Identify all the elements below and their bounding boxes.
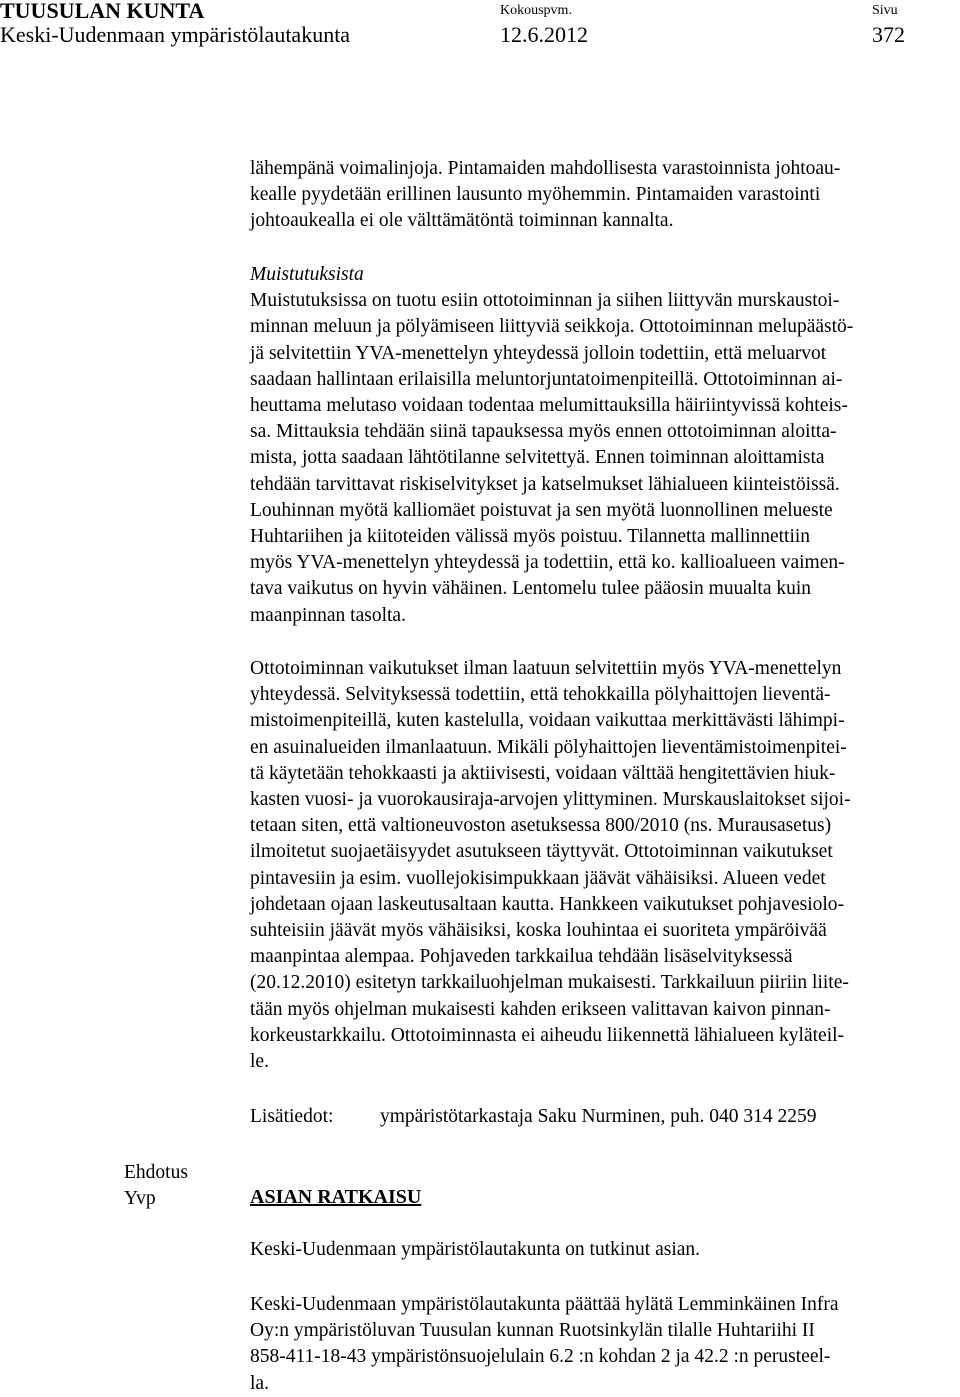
text-line: tä käytetään tehokkaasti ja aktiivisesti, voidaan välttää hengitettävien hiuk- xyxy=(250,762,836,784)
text-line: suhteisiin jäävät myös vähäisiksi, koska louhintaa ei suoriteta ympäröivää xyxy=(250,920,827,942)
text-line: le. xyxy=(250,1051,269,1073)
text-line: yhteydessä. Selvityksessä todettiin, että tehokkailla pölyhaittojen lieventä- xyxy=(250,684,831,706)
paragraph-decision xyxy=(250,1292,950,1397)
paragraph-air-quality xyxy=(250,656,950,1075)
text-line: en asuinalueiden ilmanlaatuun. Mikäli pölyhaittojen lieventämistoimenpitei- xyxy=(250,736,847,758)
text-line: ilmoitetut suojaetäisyydet asutukseen täyttyvät. Ottotoiminnan vaikutukset xyxy=(250,841,833,863)
board-name: Keski-Uudenmaan ympäristölautakunta xyxy=(0,22,351,47)
text-line: tehdään tarvittavat riskiselvitykset ja katselmukset lähialueen kiinteistöissä. xyxy=(250,473,840,495)
text-line: heuttama melutaso voidaan todentaa melumittauksilla häiriintyvissä kohteis- xyxy=(250,395,848,417)
text-line: johtoaukealla ei ole välttämätöntä toiminnan kannalta. xyxy=(250,210,674,232)
text-line: (20.12.2010) esitetyn tarkkailuohjelman mukaisesti. Tarkkailuun piiriin liite- xyxy=(250,972,849,994)
text-line: mista, jotta saadaan lähtötilanne selvitettyä. Ennen toiminnan aloittamista xyxy=(250,447,825,469)
paragraph-storage xyxy=(250,156,950,235)
text-line: tään myös ohjelman mukaisesti kahden erikseen valittavan kaivon pinnan- xyxy=(250,998,831,1020)
text-line: saadaan hallintaan erilaisilla meluntorjuntatoimenpiteillä. Ottotoiminnan ai- xyxy=(250,368,843,390)
page-number: 372 xyxy=(872,22,905,47)
text-line: kealle pyydetään erillinen lausunto myöhemmin. Pintamaiden varastointi xyxy=(250,184,821,206)
decision-line: Keski-Uudenmaan ympäristölautakunta on tutkinut asian. xyxy=(250,1239,701,1260)
text-line: lähempänä voimalinjoja. Pintamaiden mahdollisesta varastoinnista johtoau- xyxy=(250,158,841,179)
text-line: Ottotoiminnan vaikutukset ilman laatuun selvitettiin myös YVA-menettelyn xyxy=(250,658,842,679)
meeting-date-label: Kokouspvm. xyxy=(500,3,572,18)
text-line: myös YVA-menettelyn yhteydessä ja todettiin, että ko. kallioalueen vaimen- xyxy=(250,552,845,574)
text-line: Oy:n ympäristöluvan Tuusulan kunnan Ruotsinkylän tilalle Huhtariihi II xyxy=(250,1320,815,1342)
text-line: mistoimenpiteillä, kuten kastelulla, voidaan vaikuttaa merkittävästi lähimpi- xyxy=(250,710,845,732)
text-line: Keski-Uudenmaan ympäristölautakunta päättää hylätä Lemminkäinen Infra xyxy=(250,1294,839,1315)
text-line: minnan meluun ja pölyämiseen liittyviä seikkoja. Ottotoiminnan melupäästö- xyxy=(250,316,854,338)
text-line: kasten vuosi- ja vuorokausiraja-arvojen ylittyminen. Murskauslaitokset sijoi- xyxy=(250,789,851,811)
page-label: Sivu xyxy=(872,3,898,18)
text-line: maanpintaa alempaa. Pohjaveden tarkkailua tehdään lisäselvityksessä xyxy=(250,946,793,968)
text-line: pintavesiin ja esim. vuollejokisimpukkaan jäävät vähäisiksi. Alueen vedet xyxy=(250,867,826,889)
text-line: johdetaan ojaan laskeutusaltaan kautta. Hankkeen vaikutukset pohjavesiolo- xyxy=(250,893,845,915)
decision-heading: ASIAN RATKAISU xyxy=(250,1186,422,1208)
text-line: tetaan siten, että valtioneuvoston asetuksessa 800/2010 (ns. Murausasetus) xyxy=(250,815,832,837)
text-line: maanpinnan tasolta. xyxy=(250,604,406,626)
text-line: Huhtariihen ja kiitoteiden välissä myös poistuu. Tilannetta mallinnettiin xyxy=(250,526,811,548)
text-line: Louhinnan myötä kalliomäet poistuvat ja sen myötä luonnollinen melueste xyxy=(250,499,833,521)
text-line: jä selvitettiin YVA-menettelyn yhteydessä jolloin todettiin, että meluarvot xyxy=(250,342,827,364)
organization-name: TUUSULAN KUNTA xyxy=(0,0,205,23)
proposal-label xyxy=(124,1160,188,1212)
text-line: la. xyxy=(250,1372,269,1394)
proposal-sub: Yvp xyxy=(124,1188,156,1209)
text-line: tava vaikutus on hyvin vähäinen. Lentomelu tulee pääosin muualta kuin xyxy=(250,578,812,600)
section-title: Muistutuksista xyxy=(250,264,364,285)
meeting-date: 12.6.2012 xyxy=(500,22,588,47)
text-line: sa. Mittauksia tehdään siinä tapauksessa myös ennen ottotoiminnan aloitta- xyxy=(250,421,837,443)
proposal-title: Ehdotus xyxy=(124,1162,188,1183)
paragraph-noise xyxy=(250,262,950,629)
text-line: 858-411-18-43 ympäristönsuojelulain 6.2 :n kohdan 2 ja 42.2 :n perusteel- xyxy=(250,1346,831,1368)
text-line: Muistutuksissa on tuotu esiin ottotoiminnan ja siihen liittyvän murskaustoi- xyxy=(250,290,840,312)
info-label: Lisätiedot: xyxy=(250,1106,334,1127)
text-line: korkeustarkkailu. Ottotoiminnasta ei aiheudu liikennettä lähialueen kyläteil- xyxy=(250,1024,845,1046)
info-value: ympäristötarkastaja Saku Nurminen, puh. 040 314 2259 xyxy=(380,1106,817,1127)
